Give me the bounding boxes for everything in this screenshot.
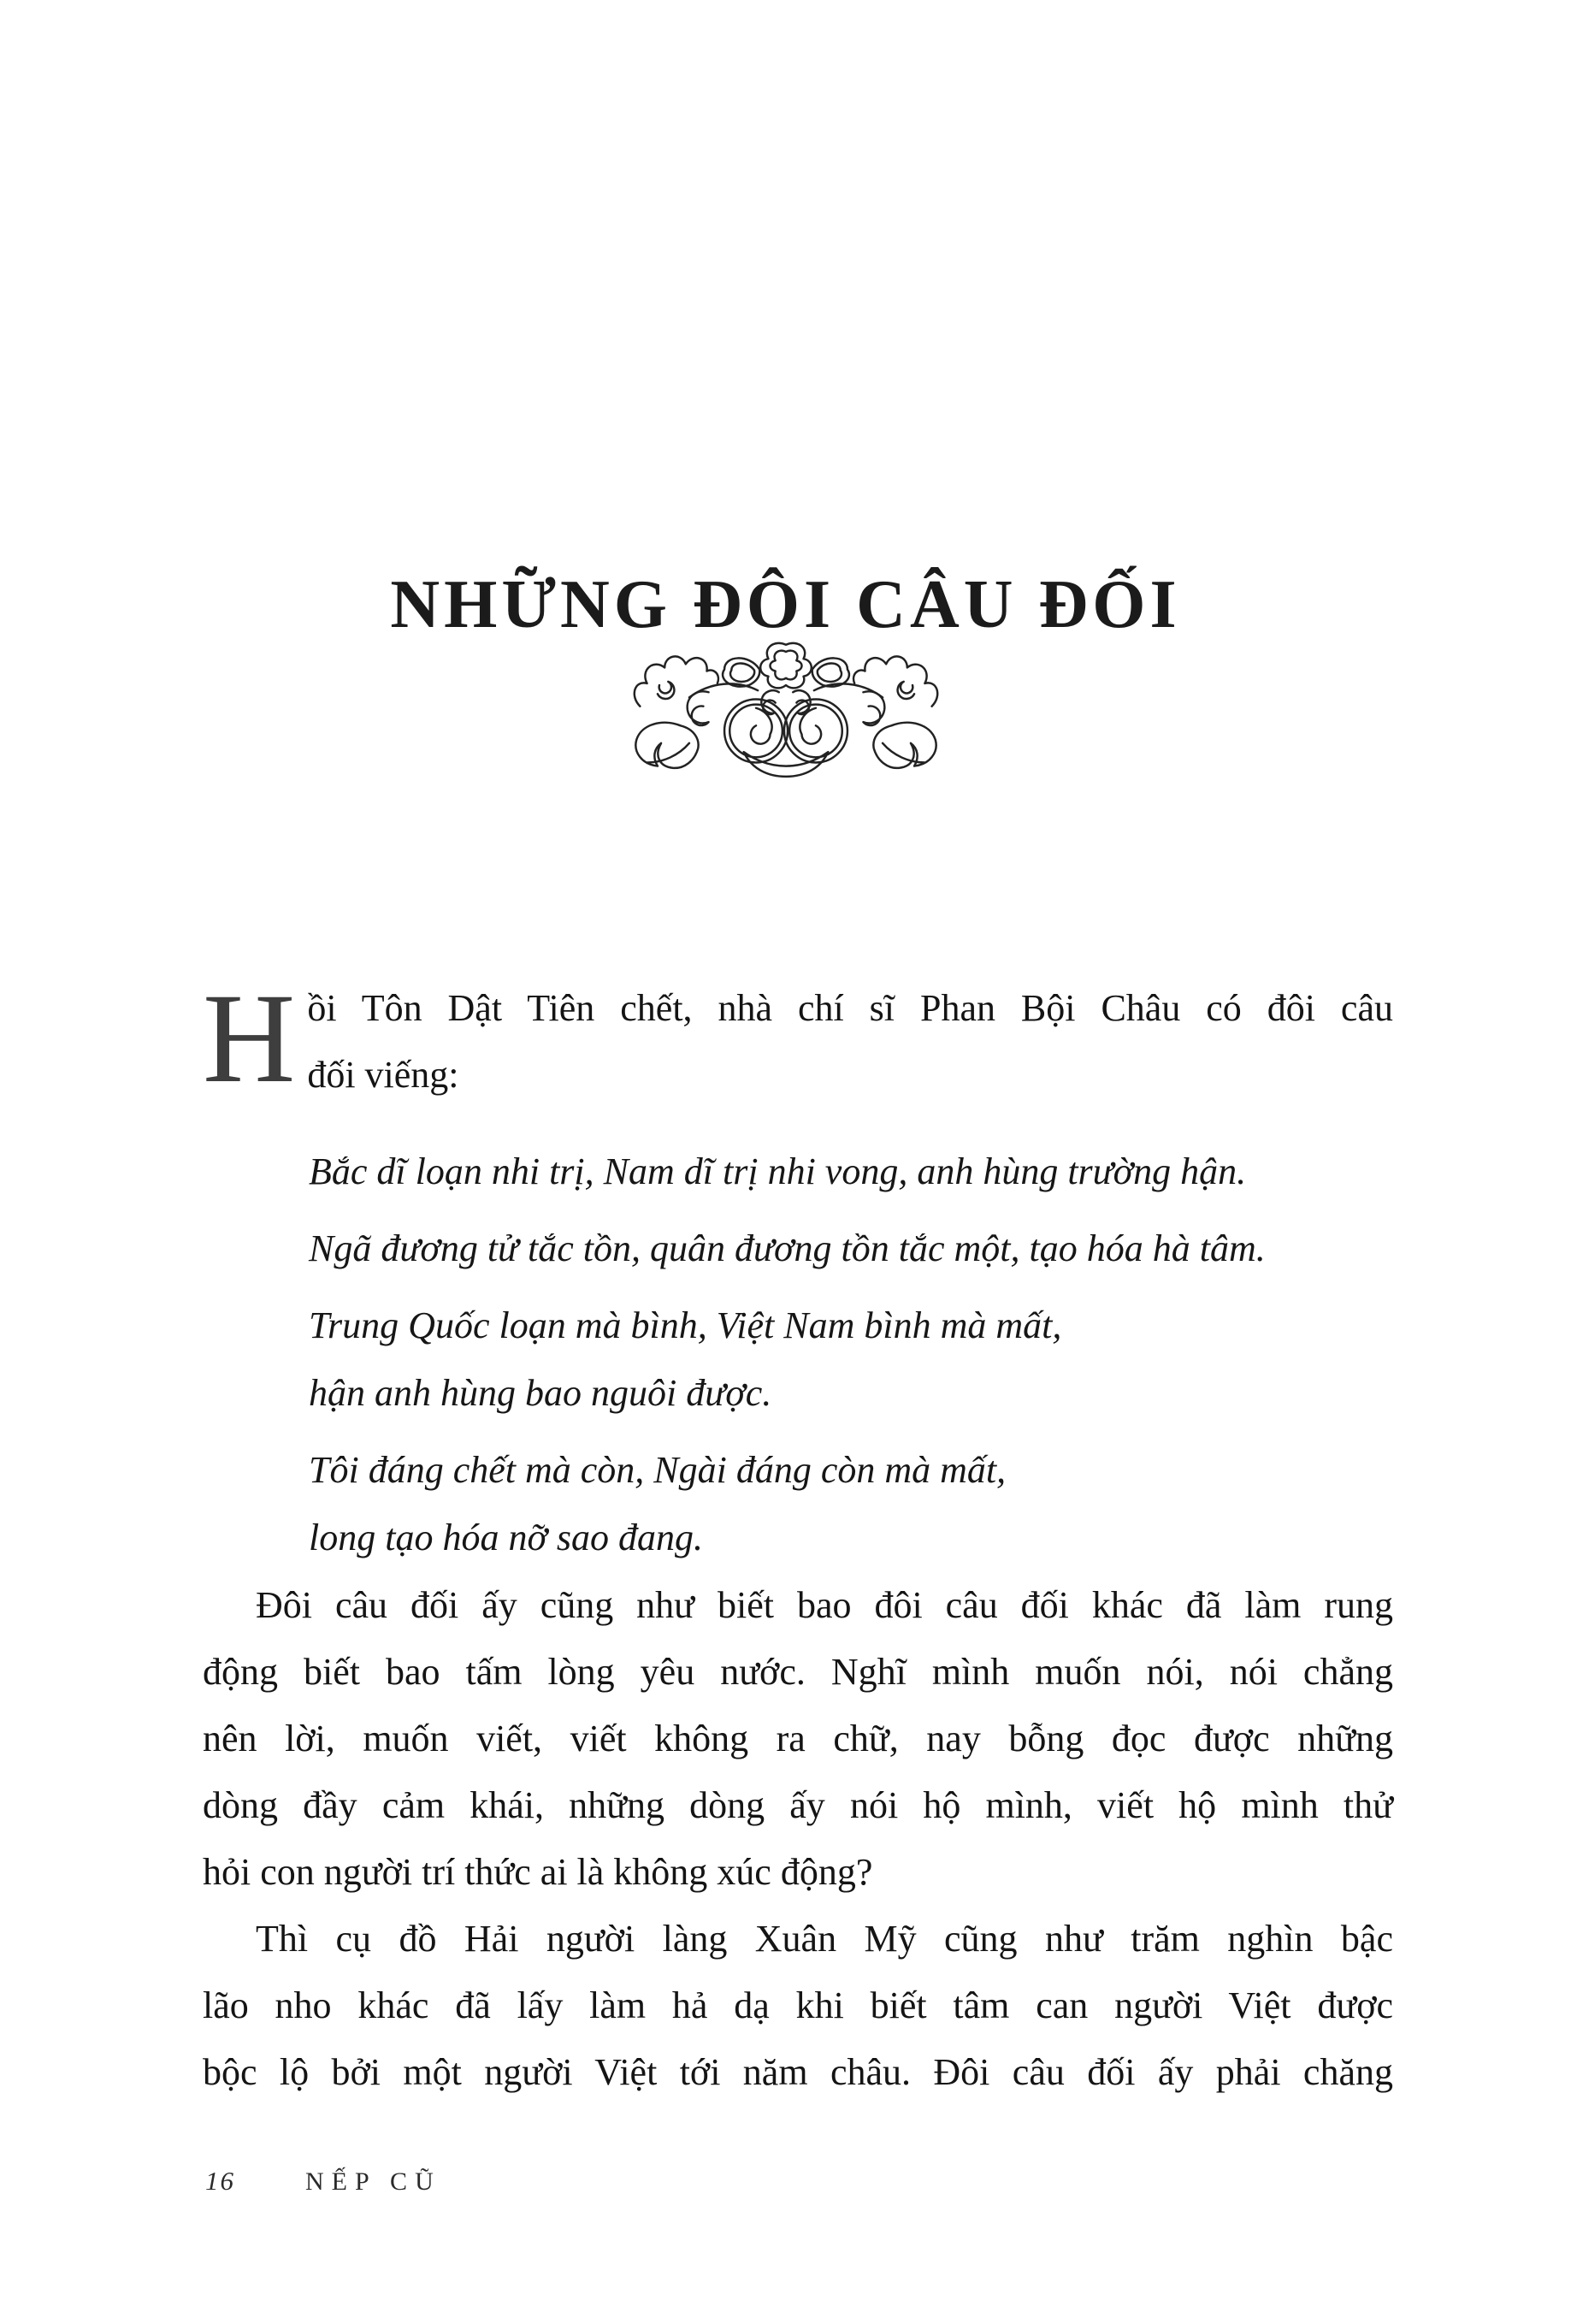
verse-line: Tôi đáng chết mà còn, Ngài đáng còn mà mất,	[309, 1449, 1007, 1491]
verse-line: Trung Quốc loạn mà bình, Việt Nam bình mà mất,	[309, 1304, 1062, 1346]
text-line: ồi Tôn Dật Tiên chết, nhà chí sĩ Phan Bội Châu có đôi câu	[307, 987, 1393, 1029]
verse-line: hận anh hùng bao nguôi được.	[309, 1372, 772, 1414]
verse-group	[309, 1215, 1395, 1282]
paragraph-opening	[203, 967, 1393, 1109]
text-line: lão nho khác đã lấy làm hả dạ khi biết tâm can người Việt được	[203, 1984, 1393, 2026]
verse-line: long tạo hóa nỡ sao đang.	[309, 1517, 704, 1558]
chapter-title: NHỮNG ĐÔI CÂU ĐỐI	[390, 566, 1181, 642]
text-line: nên lời, muốn viết, viết không ra chữ, nay bỗng đọc được những	[203, 1718, 1393, 1759]
verse-group	[309, 1138, 1395, 1205]
text-line: hỏi con người trí thức ai là không xúc động?	[203, 1851, 873, 1893]
page-number: 16	[205, 2166, 235, 2196]
verse-block	[309, 1138, 1395, 1581]
verse-group	[309, 1436, 1395, 1571]
paragraph-closing	[203, 1906, 1393, 2106]
text-line: bộc lộ bởi một người Việt tới năm châu. Đôi câu đối ấy phải chăng	[203, 2051, 1393, 2093]
verse-line: Ngã đương tử tắc tồn, quân đương tồn tắc một, tạo hóa hà tâm.	[309, 1227, 1266, 1269]
verse-group	[309, 1292, 1395, 1427]
text-line: động biết bao tấm lòng yêu nước. Nghĩ mình muốn nói, nói chẳng	[203, 1651, 1393, 1693]
paragraph-commentary	[203, 1572, 1393, 1906]
text-line: Thì cụ đồ Hải người làng Xuân Mỹ cũng như trăm nghìn bậc	[256, 1918, 1393, 1960]
text-line: đối viếng:	[307, 1054, 459, 1096]
page-footer	[205, 2166, 441, 2197]
drop-cap: H	[203, 967, 296, 1109]
verse-line: Bắc dĩ loạn nhi trị, Nam dĩ trị nhi vong, anh hùng trường hận.	[309, 1150, 1247, 1192]
text-line: Đôi câu đối ấy cũng như biết bao đôi câu đối khác đã làm rung	[256, 1584, 1393, 1626]
floral-ornament	[628, 640, 944, 792]
text-line: dòng đầy cảm khái, những dòng ấy nói hộ mình, viết hộ mình thử	[203, 1784, 1393, 1826]
floral-ornament-icon	[628, 640, 944, 792]
running-title: NẾP CŨ	[305, 2167, 441, 2196]
